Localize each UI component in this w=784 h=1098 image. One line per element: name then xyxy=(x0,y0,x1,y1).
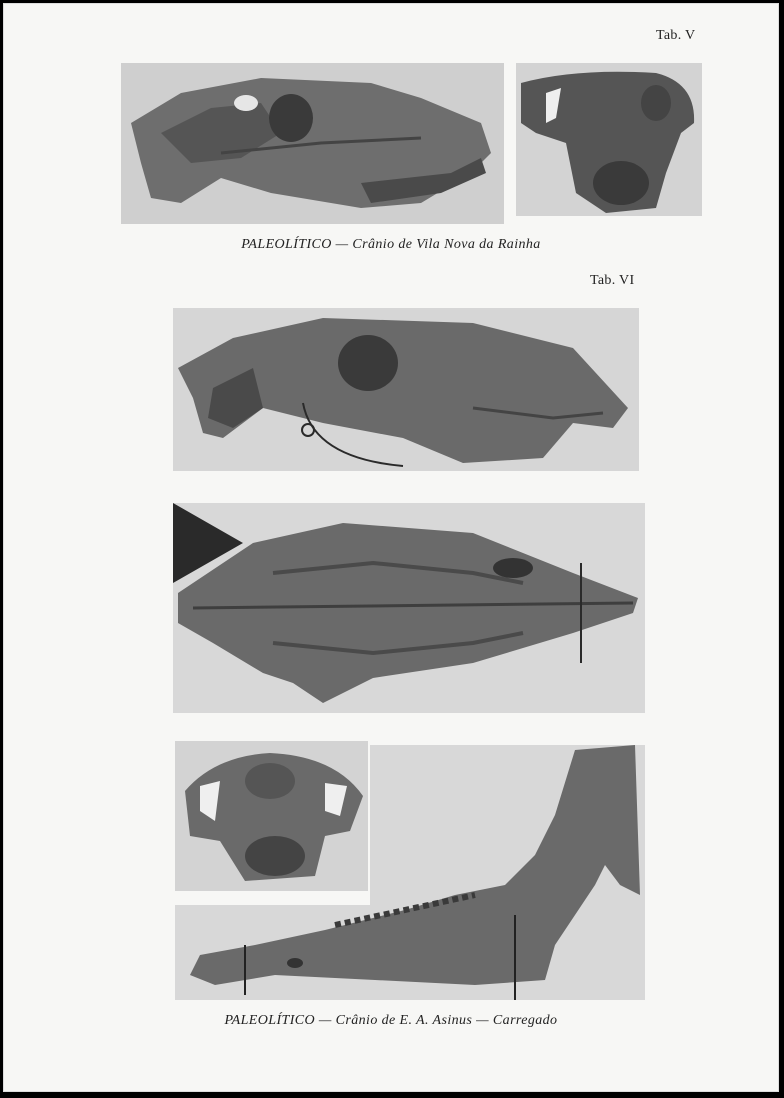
mandible-photo-vi xyxy=(175,745,645,1000)
plate-vi-caption: PALEOLÍTICO — Crânio de E. A. Asinus — Carregado xyxy=(224,1013,558,1028)
plate-v-label: Tab. V xyxy=(656,28,696,43)
skull-frontal-photo-v xyxy=(516,63,702,216)
skull-lateral-photo-v xyxy=(121,63,504,224)
skull-ventral-photo-vi xyxy=(173,503,645,713)
plate-v-caption: PALEOLÍTICO — Crânio de Vila Nova da Rainha xyxy=(241,237,541,252)
plate-vi-label: Tab. VI xyxy=(590,273,635,288)
skull-lateral-photo-vi xyxy=(173,308,639,471)
plate-page xyxy=(3,3,779,1092)
